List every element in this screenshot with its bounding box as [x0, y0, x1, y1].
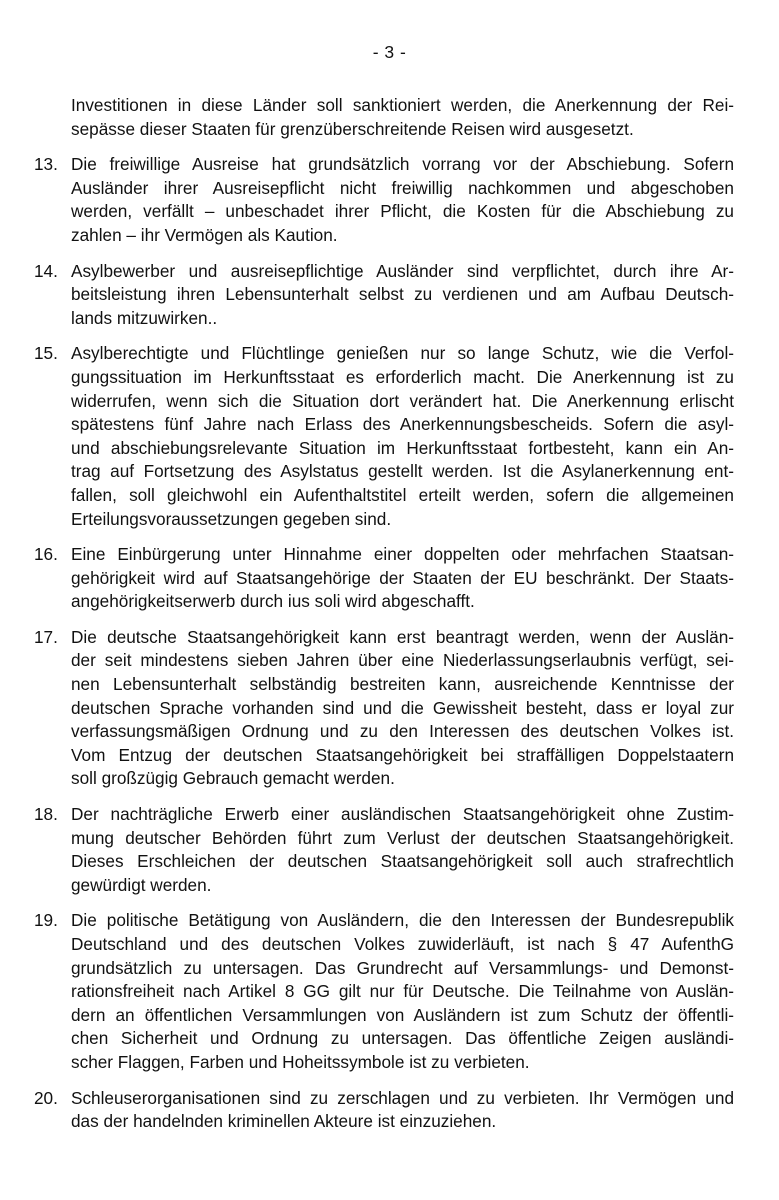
text-line: sepässe dieser Staaten für grenzüberschreitende Reisen wird ausgesetzt.	[71, 118, 634, 139]
text-line: beitsleistung ihren Lebensunterhalt selbst zu verdienen und am Aufbau Deutsch-	[71, 284, 734, 305]
text-line: deutschen Sprache vorhanden sind und die Gewissheit besteht, dass er loyal zur	[71, 697, 734, 718]
text-line: angehörigkeitserwerb durch ius soli wird abgeschafft.	[71, 591, 475, 612]
page-number: - 3 -	[372, 42, 407, 62]
item-text	[71, 1087, 734, 1134]
list-item	[34, 1087, 734, 1134]
text-line: rationsfreiheit nach Artikel 8 GG gilt nur für Deutsche. Die Teilnahme von Auslän-	[71, 981, 734, 1002]
text-line: gungssituation im Herkunftsstaat es erforderlich macht. Die Anerkennung ist zu	[71, 366, 734, 387]
item-text	[71, 543, 734, 614]
text-line: Deutschland und des deutschen Volkes zuwiderläuft, ist nach § 47 AufenthG	[71, 934, 734, 954]
item-text	[71, 342, 734, 531]
list-item	[34, 94, 734, 141]
item-number	[34, 94, 71, 141]
list-item	[34, 803, 734, 897]
text-line: dern an öffentlichen Versammlungen von Ausländern ist zum Schutz der öffentli-	[71, 1004, 734, 1025]
text-line: Investitionen in diese Länder soll sanktioniert werden, die Anerkennung der Rei-	[71, 95, 734, 115]
document-body	[34, 94, 734, 1146]
text-line: verfassungsmäßigen Ordnung und zu den Interessen des deutschen Volkes ist.	[71, 721, 734, 742]
text-line: mung deutscher Behörden führt zum Verlust der deutschen Staatsangehörigkeit.	[71, 827, 734, 848]
list-item	[34, 153, 734, 247]
item-text	[71, 153, 734, 247]
item-text	[71, 803, 734, 897]
item-text	[71, 260, 734, 331]
text-line: Asylberechtigte und Flüchtlinge genießen nur so lange Schutz, wie die Verfol-	[71, 343, 734, 364]
text-line: Die deutsche Staatsangehörigkeit kann erst beantragt werden, wenn der Auslän-	[71, 626, 734, 647]
list-item	[34, 260, 734, 331]
text-line: lands mitzuwirken..	[71, 307, 218, 328]
list-item	[34, 626, 734, 791]
item-number: 19.	[34, 910, 58, 931]
text-line: spätestens fünf Jahre nach Erlass des Anerkennungsbescheids. Sofern die asyl-	[71, 414, 734, 435]
text-line: grundsätzlich zu untersagen. Das Grundrecht auf Versammlungs- und Demonst-	[71, 957, 734, 978]
text-line: Asylbewerber und ausreisepflichtige Ausländer sind verpflichtet, durch ihre Ar-	[71, 260, 734, 281]
text-line: und abschiebungsrelevante Situation im Herkunftsstaat fortbesteht, kann ein An-	[71, 437, 734, 458]
text-line: fallen, soll gleichwohl ein Aufenthaltstitel erteilt werden, sofern die allgemeinen	[71, 484, 734, 505]
text-line: chen Sicherheit und Ordnung zu untersagen. Das öffentliche Zeigen ausländi-	[71, 1028, 734, 1049]
text-line: Die politische Betätigung von Ausländern, die den Interessen der Bundesrepublik	[71, 910, 734, 931]
item-text	[71, 626, 734, 791]
text-line: Der nachträgliche Erwerb einer ausländischen Staatsangehörigkeit ohne Zustim-	[71, 804, 734, 825]
list-item	[34, 909, 734, 1074]
text-line: nen Lebensunterhalt selbständig bestreiten kann, ausreichende Kenntnisse der	[71, 674, 734, 695]
item-number: 13.	[34, 154, 58, 175]
text-line: Die freiwillige Ausreise hat grundsätzlich vorrang vor der Abschiebung. Sofern	[71, 154, 734, 175]
item-number: 14.	[34, 260, 58, 281]
item-text	[71, 94, 734, 141]
item-number: 18.	[34, 804, 58, 825]
text-line: gehörigkeit wird auf Staatsangehörige der Staaten der EU beschränkt. Der Staats-	[71, 567, 734, 588]
text-line: zahlen – ihr Vermögen als Kaution.	[71, 224, 338, 245]
text-line: Vom Entzug der deutschen Staatsangehörigkeit bei straffälligen Doppelstaatern	[71, 744, 734, 765]
item-number: 16.	[34, 544, 58, 565]
text-line: soll großzügig Gebrauch gemacht werden.	[71, 768, 395, 789]
text-line: der seit mindestens sieben Jahren über eine Niederlassungserlaubnis verfügt, sei-	[71, 650, 734, 671]
text-line: trag auf Fortsetzung des Asylstatus gestellt werden. Ist die Asylanerkennung ent-	[71, 461, 734, 482]
item-number: 20.	[34, 1087, 58, 1108]
list-item	[34, 342, 734, 531]
text-line: scher Flaggen, Farben und Hoheitssymbole ist zu verbieten.	[71, 1051, 530, 1072]
item-number: 17.	[34, 626, 58, 647]
text-line: Eine Einbürgerung unter Hinnahme einer doppelten oder mehrfachen Staatsan-	[71, 544, 734, 565]
text-line: widerrufen, wenn sich die Situation dort verändert hat. Die Anerkennung erlischt	[71, 390, 734, 411]
text-line: das der handelnden kriminellen Akteure ist einzuziehen.	[71, 1111, 497, 1132]
list-item	[34, 543, 734, 614]
item-number: 15.	[34, 343, 58, 364]
text-line: Schleuserorganisationen sind zu zerschlagen und zu verbieten. Ihr Vermögen und	[71, 1087, 734, 1108]
text-line: Ausländer ihrer Ausreisepflicht nicht freiwillig nachkommen und abgeschoben	[71, 177, 734, 198]
item-text	[71, 909, 734, 1074]
text-line: Erteilungsvoraussetzungen gegeben sind.	[71, 508, 392, 529]
text-line: gewürdigt werden.	[71, 874, 212, 895]
text-line: Dieses Erschleichen der deutschen Staatsangehörigkeit soll auch strafrechtlich	[71, 851, 734, 872]
text-line: werden, verfällt – unbeschadet ihrer Pflicht, die Kosten für die Abschiebung zu	[71, 201, 734, 222]
